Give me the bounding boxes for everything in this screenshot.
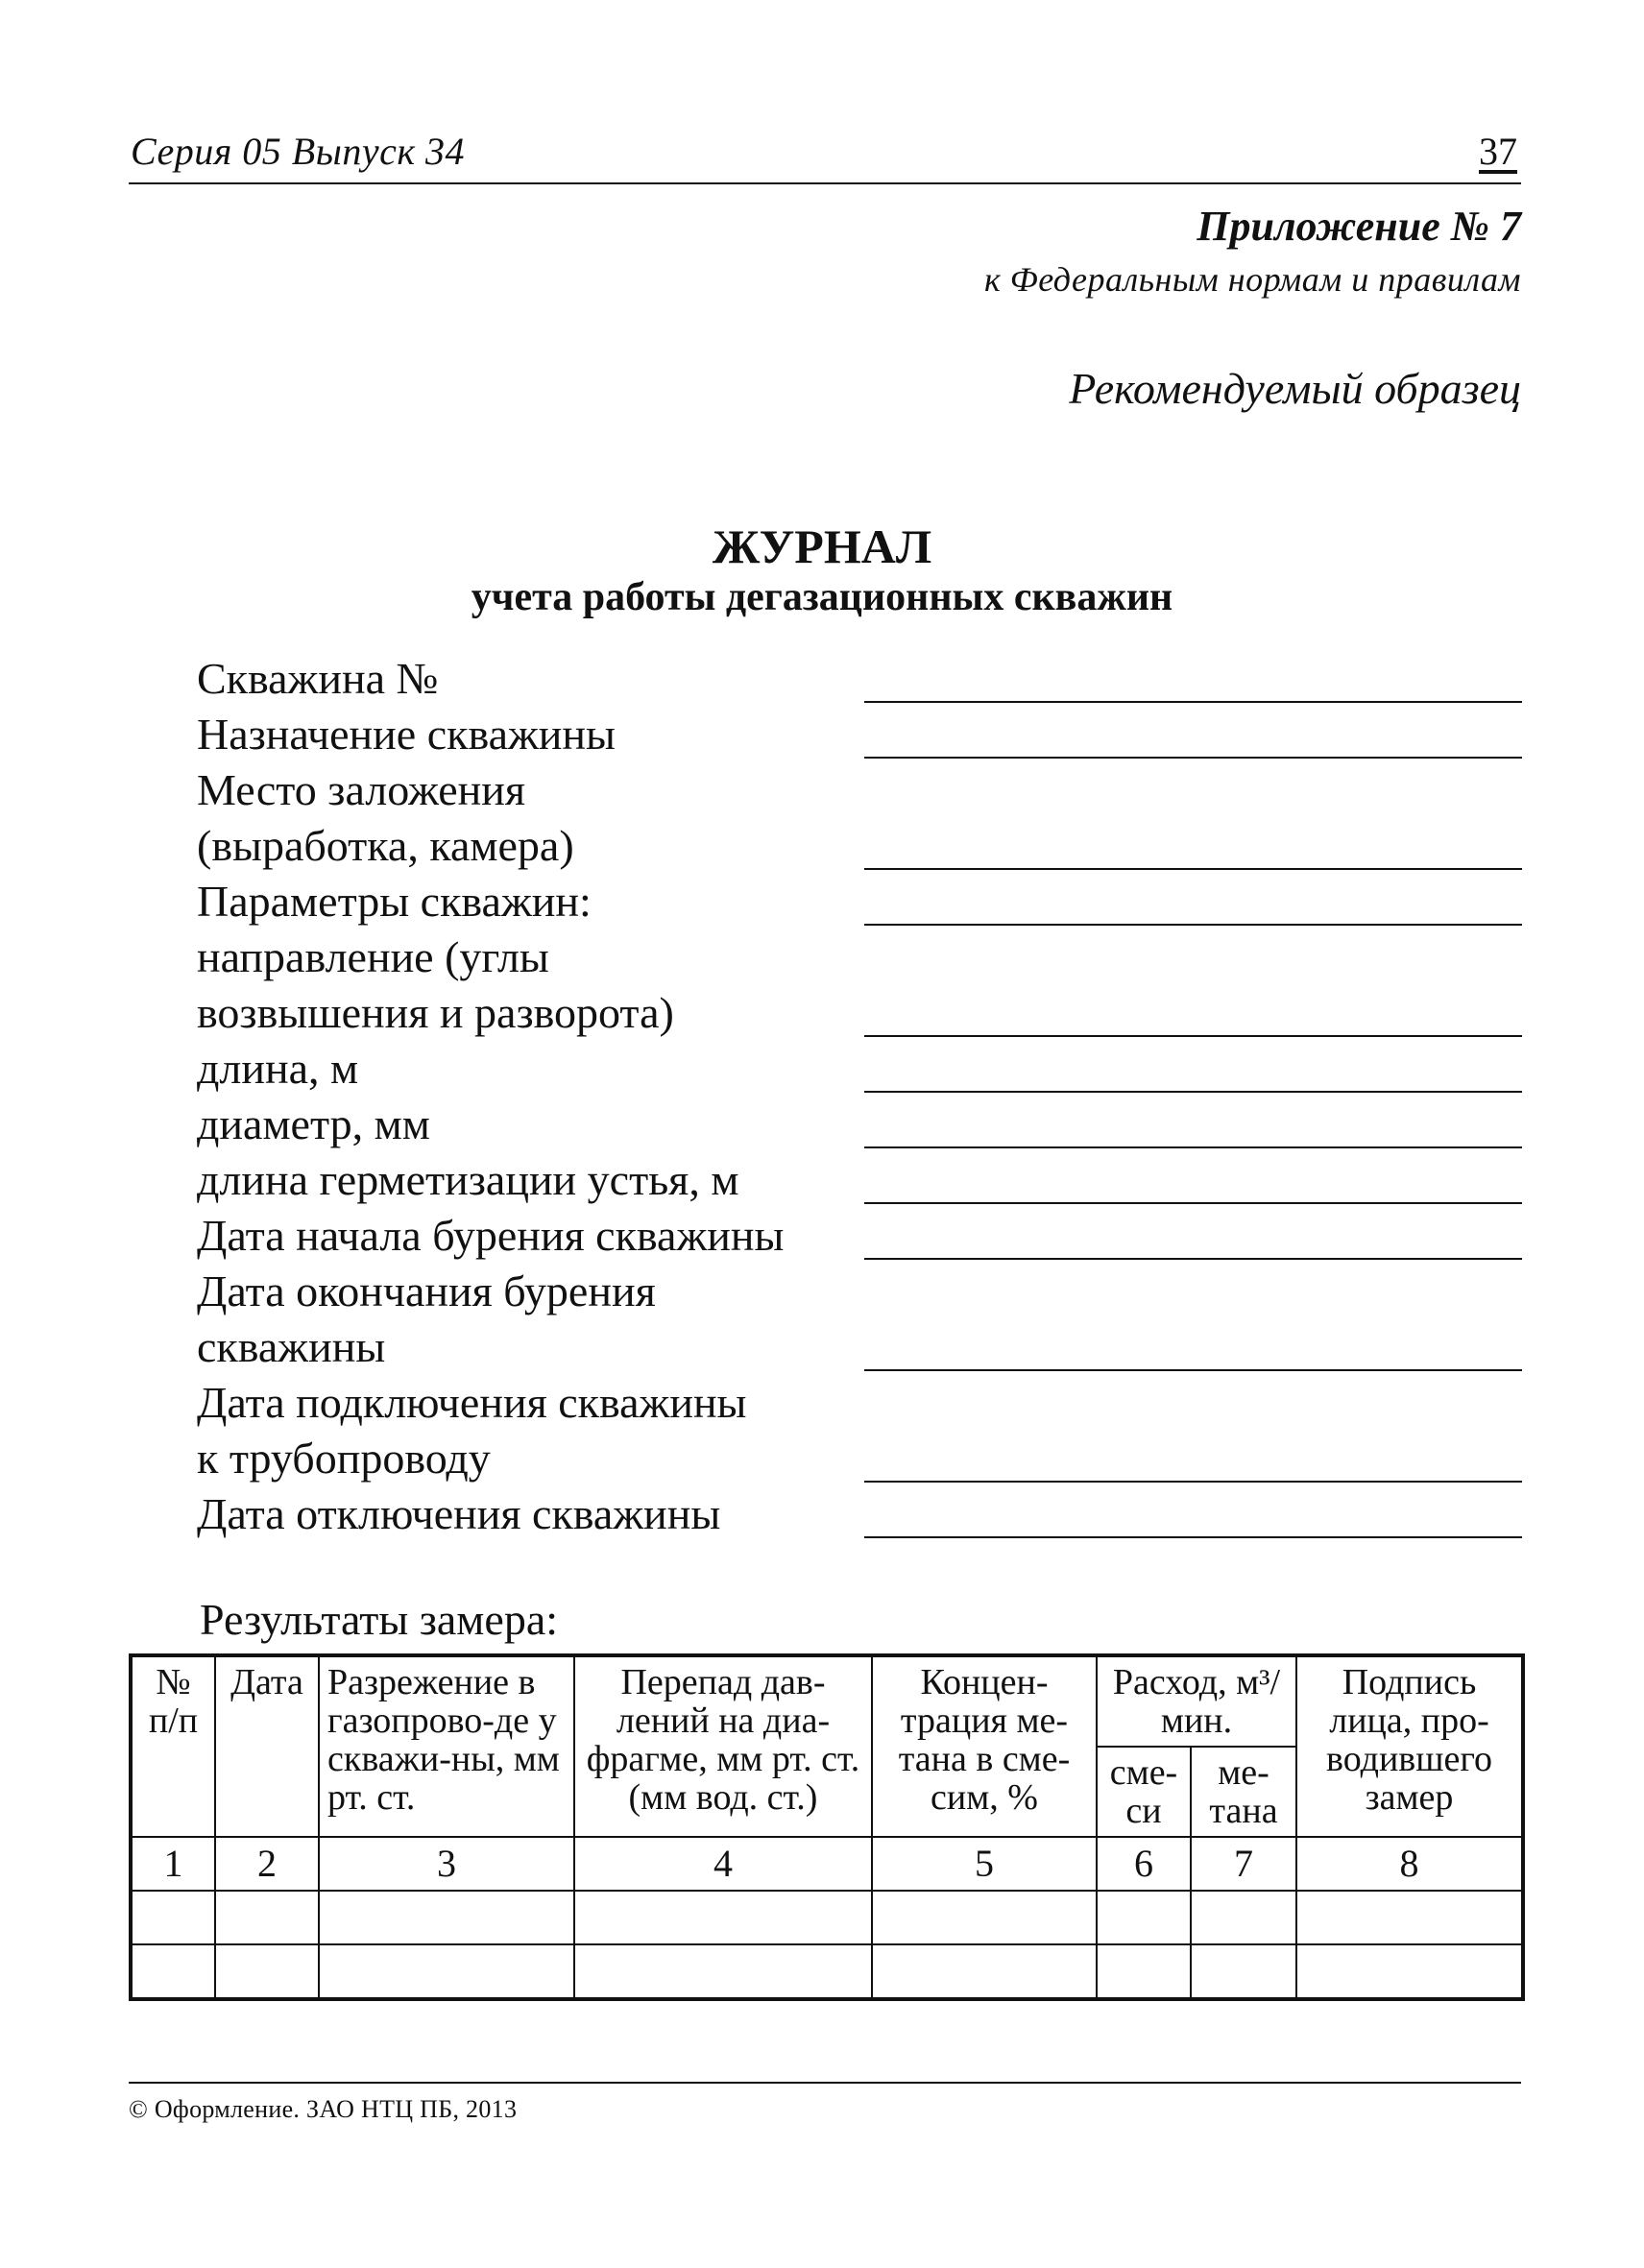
header-number-text: № п/п	[148, 1662, 199, 1741]
appendix-subtitle: к Федеральным нормам и правилам	[983, 260, 1521, 299]
table-cell[interactable]	[872, 1944, 1097, 1999]
form-blank-line[interactable]	[864, 701, 1522, 703]
table-header-row	[131, 1655, 1523, 1747]
form-row	[197, 1486, 1522, 1542]
column-number-cell: 6	[1097, 1837, 1191, 1891]
column-number-cell: 8	[1296, 1837, 1523, 1891]
table-cell[interactable]	[574, 1891, 872, 1944]
form-row	[197, 762, 1522, 818]
form-label: Дата начала бурения скважины	[197, 1211, 785, 1260]
series-label: Серия 05 Выпуск 34	[131, 130, 466, 173]
form-row	[197, 1264, 1522, 1319]
form-blank-line[interactable]	[864, 924, 1522, 926]
form-blank-line[interactable]	[864, 1536, 1522, 1538]
form-row	[197, 1208, 1522, 1264]
column-number-cell: 2	[215, 1837, 319, 1891]
table-row	[131, 1944, 1523, 1999]
form-row	[197, 1375, 1522, 1431]
form-blank-line[interactable]	[864, 1481, 1522, 1483]
form-row	[197, 874, 1522, 929]
form-label: возвышения и разворота)	[197, 988, 674, 1037]
column-number-cell: 7	[1191, 1837, 1296, 1891]
form-label: Место заложения	[197, 765, 526, 814]
header-vacuum: Разрежение в газопрово-де у скважи-ны, мм рт. ст.	[319, 1655, 574, 1837]
column-number-row	[131, 1837, 1523, 1891]
column-number-cell: 4	[574, 1837, 872, 1891]
results-table	[129, 1653, 1525, 2001]
table-cell[interactable]	[319, 1891, 574, 1944]
form-blank-line[interactable]	[864, 1091, 1522, 1093]
header-flow-mix: сме-си	[1097, 1747, 1191, 1837]
header-flow: Расход, м³/мин.	[1097, 1655, 1296, 1747]
form-label: Дата подключения скважины	[197, 1378, 747, 1427]
table-cell[interactable]	[215, 1944, 319, 1999]
running-header	[129, 125, 1521, 184]
table-row	[131, 1891, 1523, 1944]
appendix-title: Приложение № 7	[1197, 203, 1521, 250]
footer-rule	[129, 2082, 1521, 2084]
header-flow-methane: ме-тана	[1191, 1747, 1296, 1837]
table-cell[interactable]	[1296, 1944, 1523, 1999]
table-cell[interactable]	[872, 1891, 1097, 1944]
results-table-wrap	[129, 1653, 1521, 2001]
form-label: скважины	[197, 1322, 386, 1371]
form-label: длина герметизации устья, м	[197, 1155, 739, 1204]
table-cell[interactable]	[131, 1944, 215, 1999]
document-title: ЖУРНАЛ	[712, 519, 932, 573]
sample-label: Рекомендуемый образец	[1069, 364, 1521, 413]
form-row	[197, 1319, 1522, 1375]
form-blank-line[interactable]	[864, 1202, 1522, 1204]
form-blank-line[interactable]	[864, 1035, 1522, 1037]
form-row	[197, 1152, 1522, 1208]
form-label: Назначение скважины	[197, 710, 616, 759]
form-label: к трубопроводу	[197, 1434, 491, 1483]
form-row	[197, 929, 1522, 985]
header-concentration: Концен-трация ме-тана в сме-сим, %	[872, 1655, 1097, 1837]
form-label: диаметр, мм	[197, 1099, 430, 1148]
column-number-cell: 1	[131, 1837, 215, 1891]
well-info-form	[197, 651, 1522, 1542]
form-row	[197, 1041, 1522, 1097]
copyright: © Оформление. ЗАО НТЦ ПБ, 2013	[129, 2095, 518, 2123]
header-date: Дата	[215, 1655, 319, 1837]
table-body	[131, 1837, 1523, 1999]
header-signature: Подпись лица, про-водившего замер	[1296, 1655, 1523, 1837]
form-label: Дата отключения скважины	[197, 1489, 721, 1538]
form-label: Дата окончания бурения	[197, 1267, 656, 1315]
form-label: направление (углы	[197, 932, 549, 981]
table-cell[interactable]	[1296, 1891, 1523, 1944]
page-number: 37	[1479, 130, 1517, 173]
form-label: Скважина №	[197, 654, 439, 703]
table-cell[interactable]	[1097, 1891, 1191, 1944]
results-label: Результаты замера:	[200, 1595, 559, 1644]
form-row	[197, 818, 1522, 874]
form-row	[197, 1097, 1522, 1152]
form-row	[197, 707, 1522, 762]
header-pressure-drop: Перепад дав-лений на диа-фрагме, мм рт. ст. (мм вод. ст.)	[574, 1655, 872, 1837]
form-row	[197, 651, 1522, 707]
table-cell[interactable]	[215, 1891, 319, 1944]
table-cell[interactable]	[131, 1891, 215, 1944]
form-row	[197, 1431, 1522, 1486]
header-number	[131, 1655, 215, 1837]
form-blank-line[interactable]	[864, 1146, 1522, 1148]
form-blank-line[interactable]	[864, 1369, 1522, 1371]
form-label: (выработка, камера)	[197, 821, 574, 870]
table-cell[interactable]	[1191, 1891, 1296, 1944]
form-blank-line[interactable]	[864, 757, 1522, 759]
form-label: длина, м	[197, 1044, 359, 1093]
form-row	[197, 985, 1522, 1041]
column-number-cell: 3	[319, 1837, 574, 1891]
column-number-cell: 5	[872, 1837, 1097, 1891]
form-blank-line[interactable]	[864, 1258, 1522, 1260]
form-label: Параметры скважин:	[197, 877, 592, 926]
document-subtitle: учета работы дегазационных скважин	[471, 575, 1173, 619]
table-cell[interactable]	[574, 1944, 872, 1999]
table-cell[interactable]	[1191, 1944, 1296, 1999]
table-cell[interactable]	[319, 1944, 574, 1999]
form-blank-line[interactable]	[864, 868, 1522, 870]
table-cell[interactable]	[1097, 1944, 1191, 1999]
